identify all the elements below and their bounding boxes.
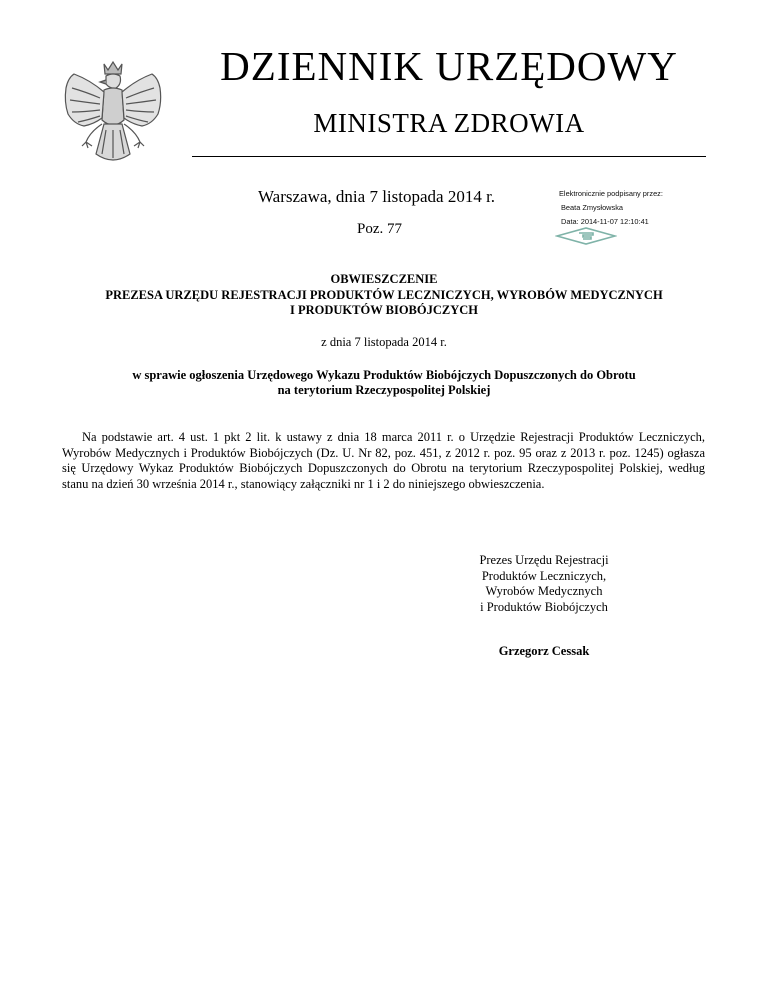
polish-eagle-emblem-icon — [60, 58, 166, 176]
heading-issuer-line1: PREZESA URZĘDU REJESTRACJI PRODUKTÓW LECZNICZYCH, WYROBÓW MEDYCZNYCH — [105, 288, 663, 302]
signature-label: Elektronicznie podpisany przez: — [559, 189, 663, 198]
signature-seal-icon — [555, 227, 617, 245]
signer-title-line: Prezes Urzędu Rejestracji — [479, 553, 609, 567]
signer-title-line: Wyrobów Medycznych — [485, 584, 603, 599]
subject-line2: na terytorium Rzeczypospolitej Polskiej — [277, 383, 491, 397]
heading-announcement: OBWIESZCZENIE — [330, 272, 438, 286]
gazette-title: DZIENNIK URZĘDOWY — [220, 43, 678, 89]
signer-name: Grzegorz Cessak — [498, 644, 590, 658]
signer-title-line: i Produktów Biobójczych — [480, 599, 608, 614]
heading-issuer-line2: I PRODUKTÓW BIOBÓJCZYCH — [290, 303, 478, 317]
gazette-subtitle: MINISTRA ZDROWIA — [313, 108, 585, 138]
legal-basis-paragraph: Na podstawie art. 4 ust. 1 pkt 2 lit. k ustawy z dnia 18 marca 2011 r. o Urzędzie Rejestracji Produktów Leczniczych, Wyrobów Medycznych i Produktów Biobójczych (Dz. U. Nr 82, poz. 451, z 2012 r. poz. 95 oraz z 2013 r. poz. 1245) ogłasza się Urzędowy Wykaz Produktów Biobójczych Dopuszczonych do Obrotu na terytorium Rzeczypospolitej Polskiej, według stanu na dzień 30 września 2014 r., stanowiący załączniki nr 1 i 2 do niniejszego obwieszczenia. — [62, 430, 705, 491]
signature-signer: Beata Zmysłowska — [561, 203, 624, 212]
announcement-date: z dnia 7 listopada 2014 r. — [321, 335, 447, 349]
header-divider — [192, 156, 706, 157]
signature-date: Data: 2014-11-07 12:10:41 — [561, 217, 649, 226]
signer-title — [468, 553, 620, 615]
subject-line1: w sprawie ogłoszenia Urzędowego Wykazu Produktów Biobójczych Dopuszczonych do Obrotu — [132, 368, 636, 382]
signer-title-line: Produktów Leczniczych, — [481, 568, 607, 583]
position-number: Poz. 77 — [357, 221, 402, 237]
issue-date: Warszawa, dnia 7 listopada 2014 r. — [258, 187, 496, 206]
